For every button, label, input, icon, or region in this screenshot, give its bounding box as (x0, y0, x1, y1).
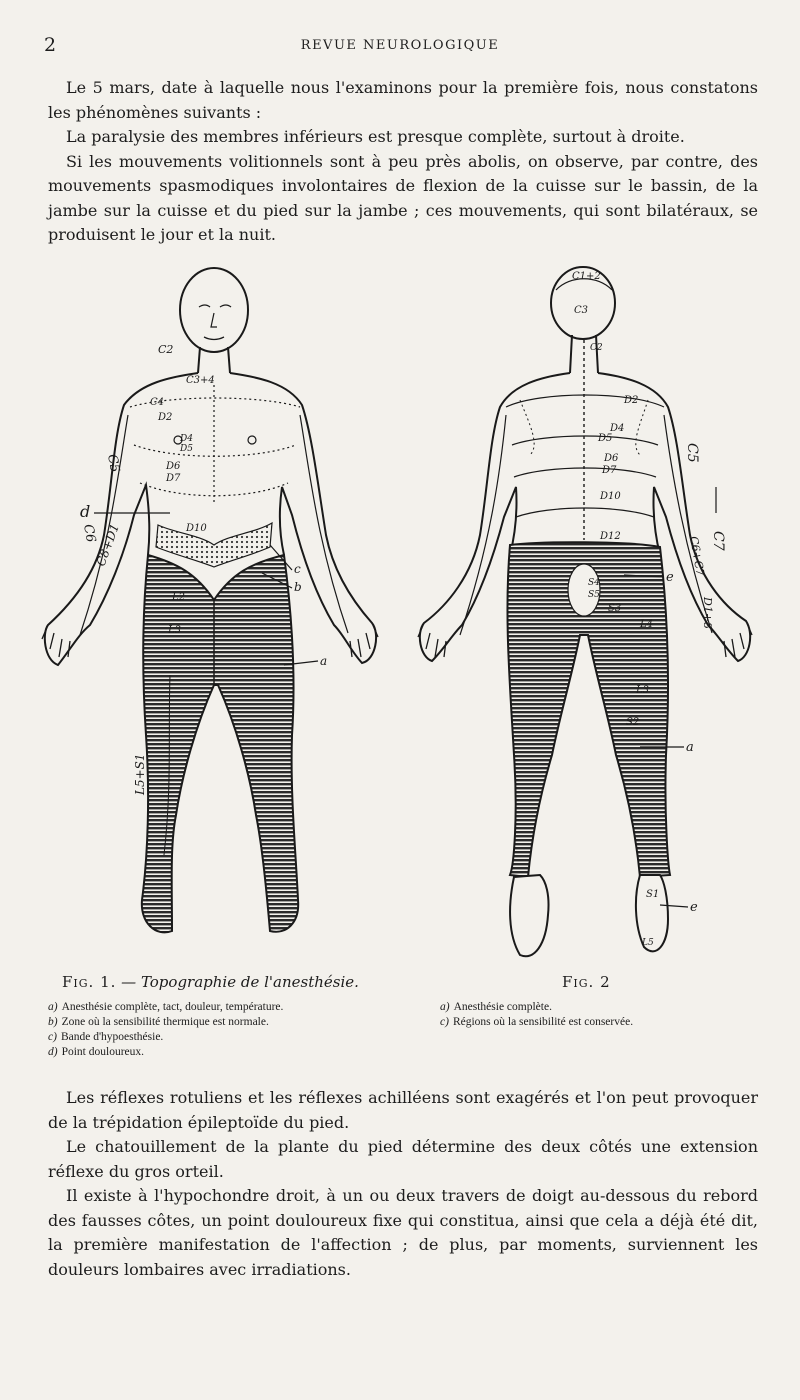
paragraph: Le chatouillement de la plante du pied détermine des deux côtés une extension réflexe du gros orteil. (48, 1137, 758, 1181)
f1-label-c6: C6 (80, 523, 98, 544)
f2-label-d4: D4 (610, 423, 625, 434)
f2-label-c5: C5 (684, 443, 700, 463)
figure1-caption (62, 973, 359, 991)
f2-label-d10: D10 (600, 491, 621, 502)
legend-item: a) Anesthésie complète, tact, douleur, température. (48, 1001, 284, 1013)
f2-label-s1: S1 (646, 889, 660, 900)
figure1-anesthesia-legs (142, 555, 298, 932)
f1-mark-c: c (294, 562, 301, 576)
f1-label-c5: C5 (104, 453, 122, 474)
f2-label-s5: S5 (588, 590, 600, 600)
f1-label-d5: D5 (180, 444, 193, 454)
figure1-title: — Topographie de l'anesthésie. (121, 973, 359, 991)
legend-item: d) Point douloureux. (48, 1046, 145, 1058)
f1-mark-a: a (320, 654, 328, 668)
legend-item: c) Régions où la sensibilité est conservée. (440, 1016, 634, 1028)
figure1-label: Fig. 1. (62, 973, 117, 991)
f1-label-d10: D10 (186, 523, 207, 534)
legend-item: b) Zone où la sensibilité thermique est normale. (48, 1016, 269, 1028)
figure2-legend (440, 1000, 780, 1030)
f1-mark-b: b (294, 580, 302, 594)
f2-label-d1c8: D1+8 (701, 597, 714, 630)
f1-label-c8d1: C8+D1 (93, 521, 122, 569)
running-title: REVUE NEUROLOGIQUE (300, 38, 500, 53)
figure1-legend (48, 1000, 408, 1060)
f1-label-l3: L3 (168, 625, 182, 636)
f1-label-d4: D4 (180, 434, 193, 444)
f2-mark-a: a (686, 740, 694, 755)
paragraph: Si les mouvements volitionnels sont à peu près abolis, on observe, par contre, des mouvements spasmodiques involontaires de flexion de la cuisse sur le bassin, de la jambe sur la cuisse et du pied sur la jambe ; ces mouvements, qui sont bilatéraux, se produisent le jour et la nuit. (48, 151, 758, 244)
paragraph: Le 5 mars, date à laquelle nous l'examinons pour la première fois, nous constatons les phénomènes suivants : (48, 78, 758, 122)
f2-label-d6: D6 (604, 453, 619, 464)
f2-mark-e2: e (690, 900, 698, 915)
f2-label-c3: C3 (574, 305, 589, 316)
f2-label-l5: L5 (642, 938, 654, 948)
f2-label-d2: D2 (624, 395, 639, 406)
f2-label-d5: D5 (598, 433, 613, 444)
f1-label-l5s1: L5+S1 (133, 753, 147, 795)
paragraph: Les réflexes rotuliens et les réflexes achilléens sont exagérés et l'on peut provoquer de la trépidation épileptoïde du pied. (48, 1088, 758, 1132)
paragraph: La paralysie des membres inférieurs est presque complète, surtout à droite. (66, 127, 685, 146)
f1-label-d6: D6 (166, 461, 181, 472)
body-text (48, 1086, 758, 1282)
f2-label-l4: L4 (640, 619, 654, 630)
f1-label-c3c4: C3+4 (186, 375, 215, 386)
f2-label-c7: C7 (710, 531, 726, 551)
f2-mark-e1: e (666, 570, 674, 585)
paragraph: Il existe à l'hypochondre droit, à un ou deux travers de doigt au-dessous du rebord des fausses côtes, un point douloureux fixe qui constitua, ainsi que cela a déjà été dit, la première manifestation de l'affection ; de plus, par moments, surviennent les douleurs lombaires avec irradiations. (48, 1186, 758, 1279)
f1-label-l2: L2 (172, 592, 186, 603)
f1-label-c2: C2 (158, 343, 174, 356)
f2-label-s2: S2 (626, 717, 640, 728)
f1-label-d2: D2 (158, 412, 173, 423)
figure2-caption (562, 973, 611, 991)
figure1-hypoesthesia-band (156, 523, 272, 567)
figures-illustration (0, 255, 800, 965)
f2-label-c6c7: C6+C7 (687, 535, 707, 577)
f1-label-d7: D7 (166, 473, 181, 484)
f1-mark-d: d (80, 502, 91, 521)
legend-item: a) Anesthésie complète. (440, 1001, 552, 1013)
f2-label-s4: S4 (588, 578, 600, 588)
figure2-label: Fig. 2 (562, 973, 611, 991)
intro-text (48, 76, 758, 248)
f2-label-d12: D12 (600, 531, 621, 542)
f1-label-c4: C4 (150, 397, 165, 408)
f2-label-c1c2: C1+2 (572, 271, 601, 282)
legend-item: c) Bande d'hypoesthésie. (48, 1031, 164, 1043)
f2-label-d7: D7 (602, 465, 617, 476)
page-number: 2 (44, 34, 57, 56)
f2-label-c2: C2 (590, 343, 603, 353)
f2-label-l3: L3 (636, 685, 650, 696)
f2-label-s3: S3 (608, 603, 622, 614)
